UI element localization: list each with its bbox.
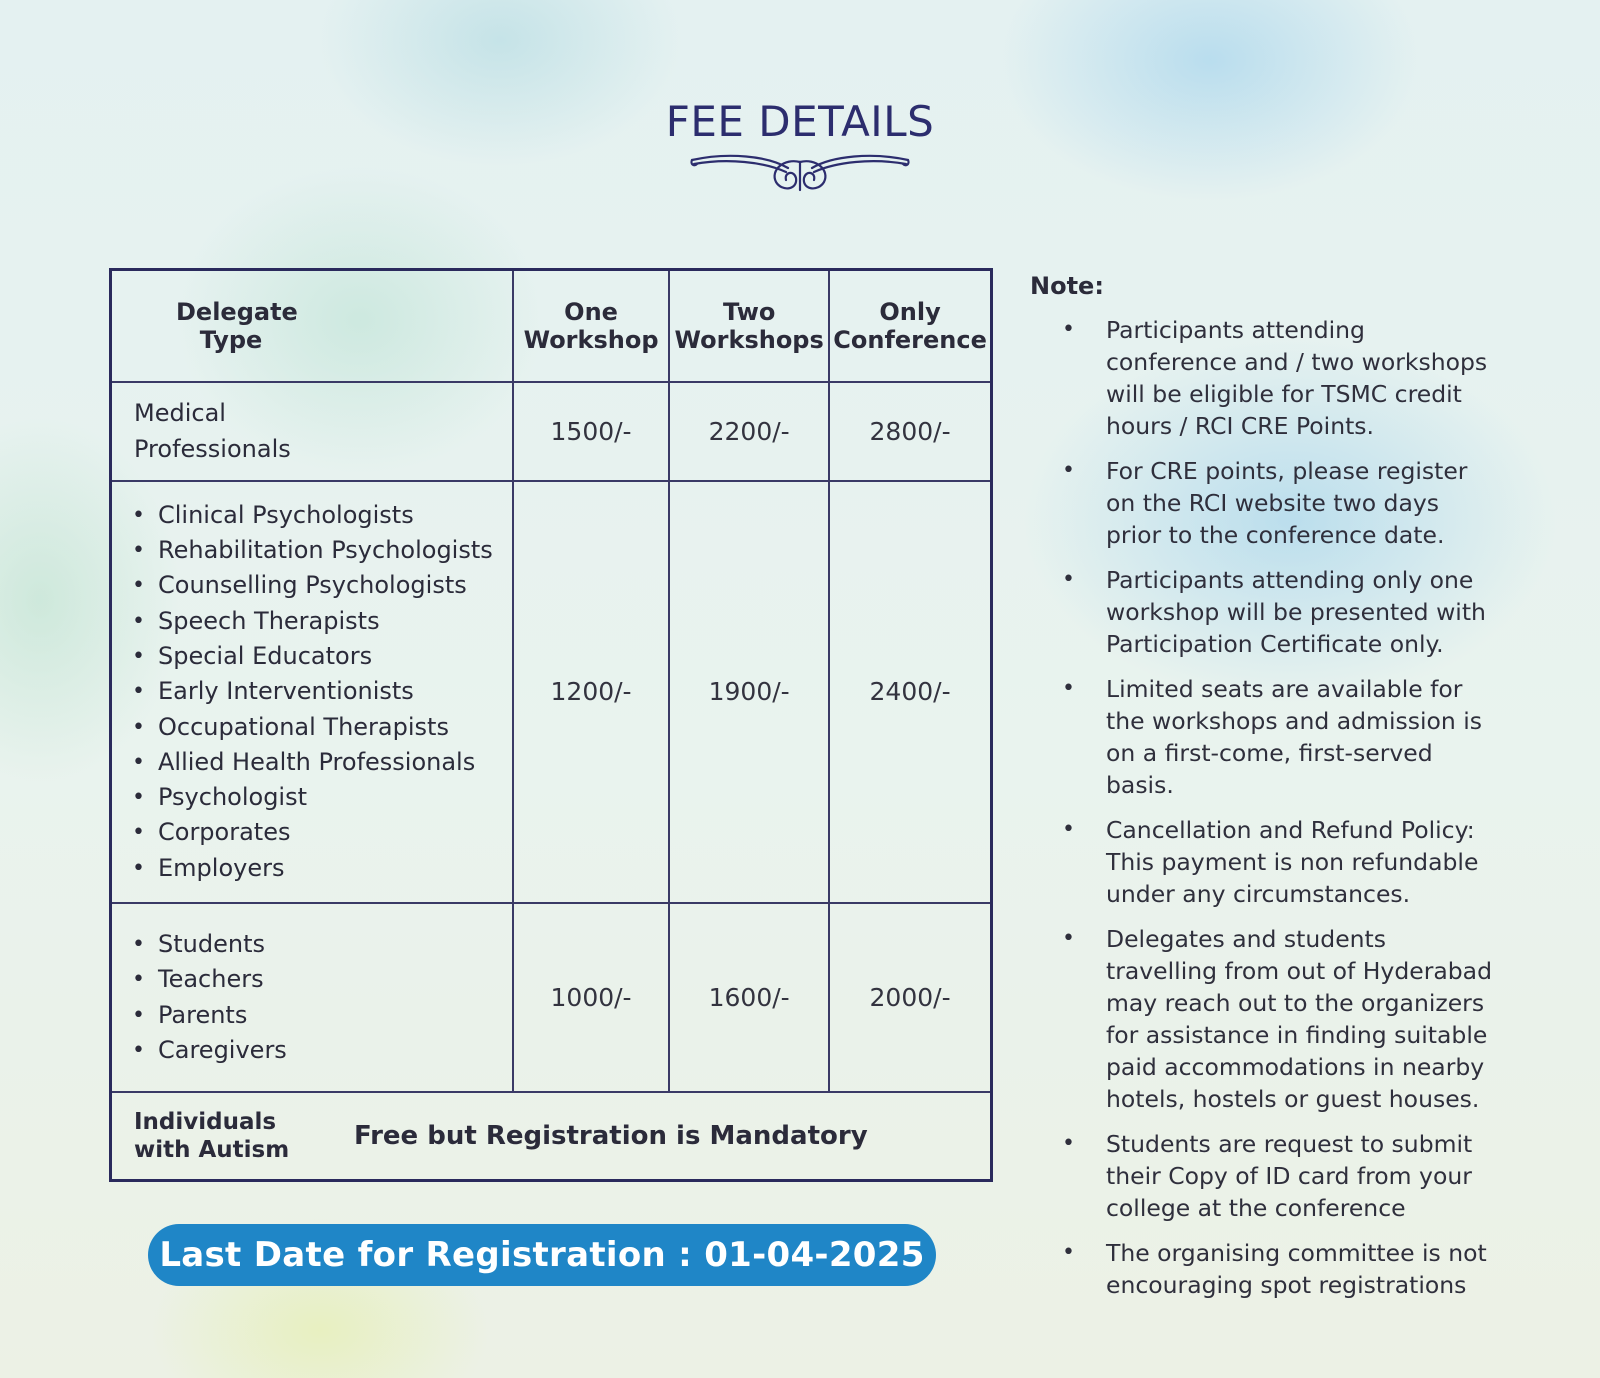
list-item: • Rehabilitation Psychologists — [132, 533, 512, 568]
list-item: • For CRE points, please register on the RCI website two days prior to the conference date. — [1030, 455, 1500, 551]
list-item: • Early Interventionists — [132, 674, 512, 709]
notes-panel — [1030, 268, 1500, 1314]
category-professionals-list — [111, 481, 513, 903]
table-row — [111, 481, 992, 903]
list-item: • Occupational Therapists — [132, 710, 512, 745]
fee-two-workshops: 1900/- — [669, 481, 829, 903]
fee-table — [109, 268, 993, 1182]
list-item: • Corporates — [132, 815, 512, 850]
fee-one-workshop: 1000/- — [513, 903, 669, 1092]
table-header-row — [111, 270, 992, 382]
list-item: • Special Educators — [132, 639, 512, 674]
fee-only-conference: 2800/- — [829, 382, 991, 481]
ornament-flourish-icon — [688, 150, 912, 196]
header-delegate-type: Delegate Type — [111, 270, 513, 382]
list-item: • Parents — [132, 998, 512, 1033]
fee-one-workshop: 1200/- — [513, 481, 669, 903]
list-item: • Caregivers — [132, 1033, 512, 1068]
list-item: • Employers — [132, 851, 512, 886]
autism-label: Individuals with Autism — [134, 1109, 290, 1164]
fee-two-workshops: 2200/- — [669, 382, 829, 481]
list-item: • Speech Therapists — [132, 604, 512, 639]
fee-two-workshops: 1600/- — [669, 903, 829, 1092]
notes-title: Note: — [1030, 272, 1104, 300]
table-row — [111, 382, 992, 481]
page-title: FEE DETAILS — [665, 97, 935, 146]
list-item: • Participants attending only one workshop will be presented with Participation Certificate only. — [1030, 564, 1500, 660]
fee-only-conference: 2000/- — [829, 903, 991, 1092]
list-item: • Clinical Psychologists — [132, 498, 512, 533]
header-two-workshops: Two Workshops — [669, 270, 829, 382]
table-row-autism — [111, 1092, 992, 1180]
header-one-workshop: One Workshop — [513, 270, 669, 382]
list-item: • Teachers — [132, 962, 512, 997]
list-item: • Delegates and students travelling from out of Hyderabad may reach out to the organizers for assistance in finding suitable paid accommodations in nearby hotels, hostels or guest houses. — [1030, 923, 1500, 1115]
list-item: • Allied Health Professionals — [132, 745, 512, 780]
list-item: • The organising committee is not encouraging spot registrations — [1030, 1237, 1500, 1301]
fee-one-workshop: 1500/- — [513, 382, 669, 481]
list-item: • Cancellation and Refund Policy: This payment is non refundable under any circumstances. — [1030, 814, 1500, 910]
list-item: • Participants attending conference and / two workshops will be eligible for TSMC credit hours / RCI CRE Points. — [1030, 314, 1500, 442]
fee-only-conference: 2400/- — [829, 481, 991, 903]
registration-deadline-banner: Last Date for Registration : 01-04-2025 — [148, 1224, 936, 1286]
category-students-list — [111, 903, 513, 1092]
list-item: • Counselling Psychologists — [132, 568, 512, 603]
list-item: • Psychologist — [132, 780, 512, 815]
list-item: • Students are request to submit their Copy of ID card from your college at the conference — [1030, 1128, 1500, 1224]
table-row — [111, 903, 992, 1092]
list-item: • Students — [132, 927, 512, 962]
header-only-conference: Only Conference — [829, 270, 991, 382]
list-item: • Limited seats are available for the workshops and admission is on a first-come, first-served basis. — [1030, 673, 1500, 801]
autism-note: Free but Registration is Mandatory — [354, 1121, 868, 1152]
category-medical-professionals: Medical Professionals — [111, 382, 513, 481]
